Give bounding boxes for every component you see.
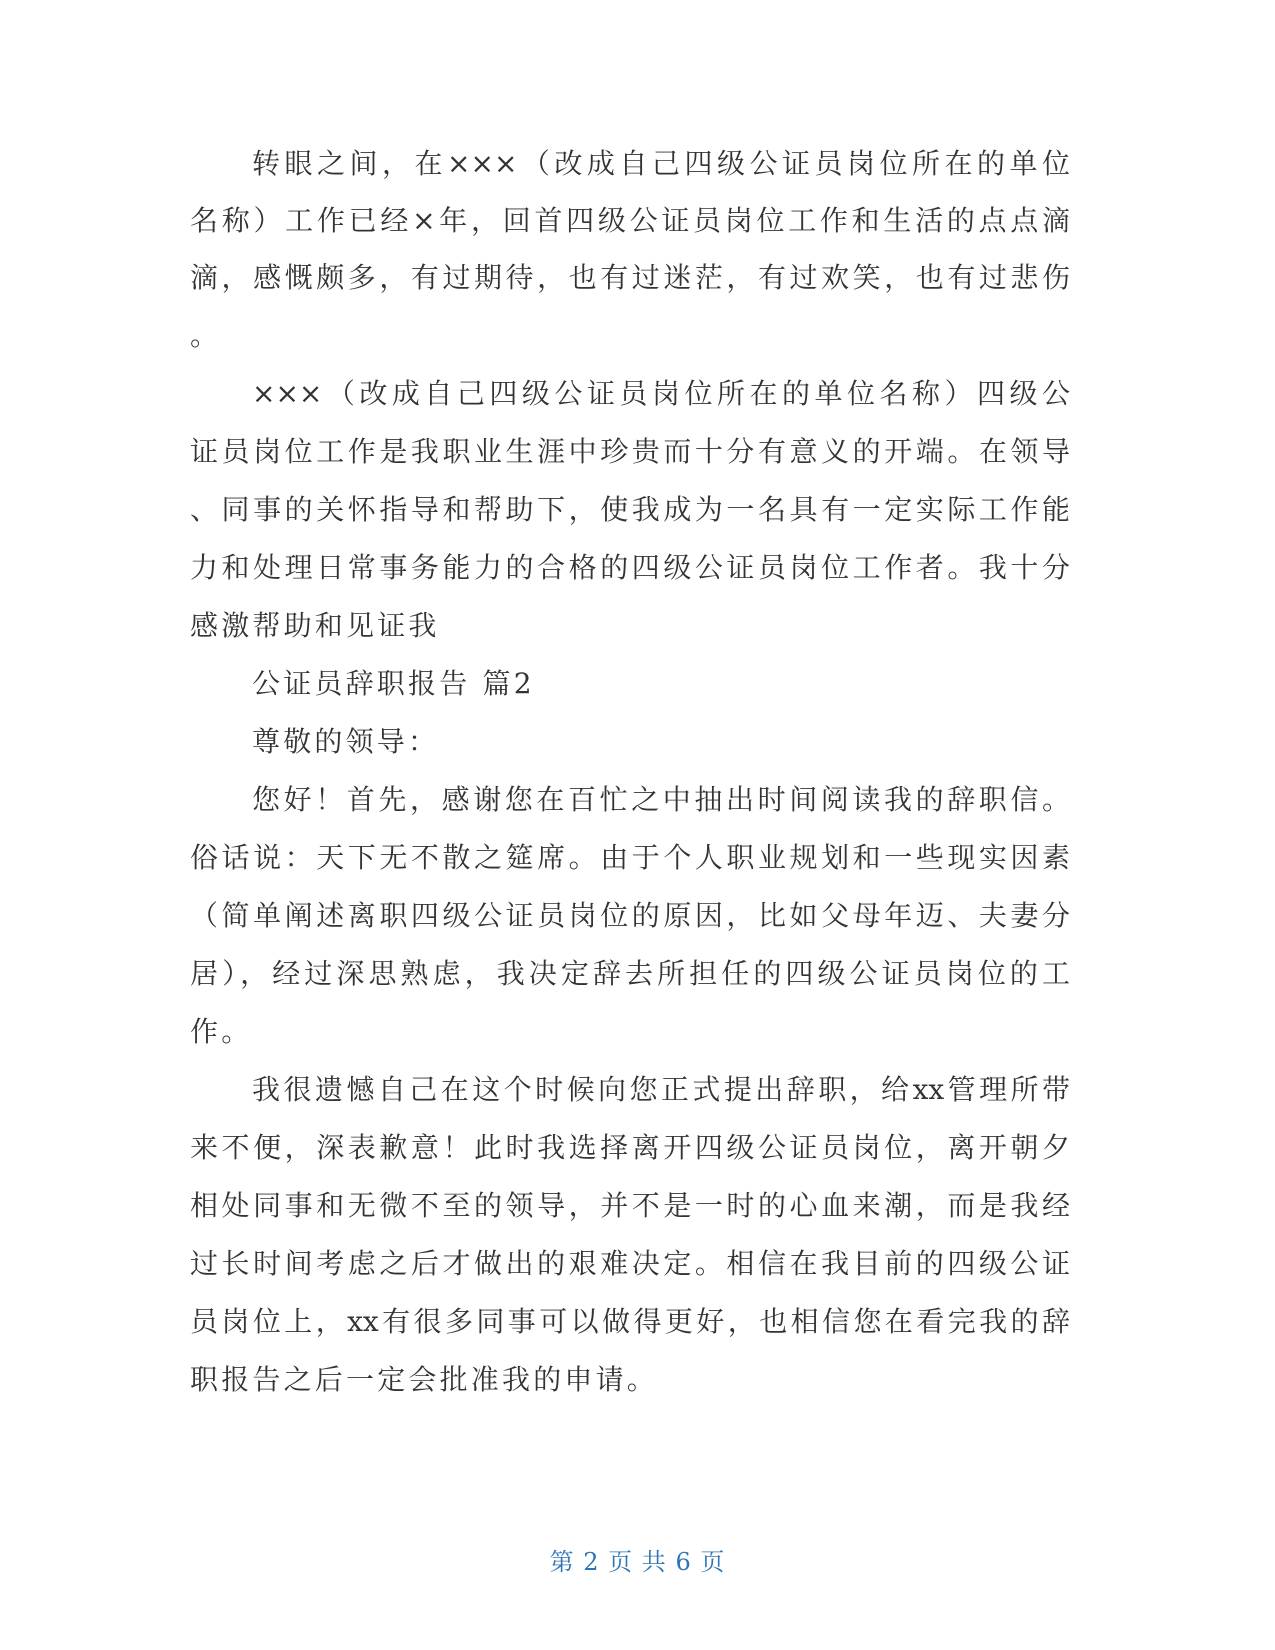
paragraph-line: 力和处理日常事务能力的合格的四级公证员岗位工作者。我十分 (190, 551, 1070, 584)
paragraph-line: 相处同事和无微不至的领导，并不是一时的心血来潮，而是我经 (190, 1189, 1070, 1222)
paragraph-line: ×××（改成自己四级公证员岗位所在的单位名称）四级公 (252, 377, 1070, 410)
paragraph-line: 转眼之间，在×××（改成自己四级公证员岗位所在的单位 (252, 147, 1070, 180)
page-number: 第 2 页 共 6 页 (549, 1548, 726, 1576)
salutation: 尊敬的领导： (252, 725, 440, 758)
paragraph-line: 滴，感慨颇多，有过期待，也有过迷茫，有过欢笑，也有过悲伤 (190, 261, 1070, 294)
paragraph-line: 居），经过深思熟虑，我决定辞去所担任的四级公证员岗位的工 (190, 957, 1070, 990)
paragraph-line: 。 (190, 319, 222, 352)
paragraph-line: 感激帮助和见证我 (190, 609, 440, 642)
paragraph-line: 过长时间考虑之后才做出的艰难决定。相信在我目前的四级公证 (190, 1247, 1070, 1280)
paragraph-line: 证员岗位工作是我职业生涯中珍贵而十分有意义的开端。在领导 (190, 435, 1070, 468)
paragraph-line: 员岗位上，xx有很多同事可以做得更好，也相信您在看完我的辞 (190, 1305, 1070, 1338)
paragraph-line: 我很遗憾自己在这个时候向您正式提出辞职，给xx管理所带 (252, 1073, 1070, 1106)
section-title: 公证员辞职报告 篇2 (252, 667, 535, 700)
paragraph-line: 作。 (190, 1015, 253, 1048)
paragraph-line: 您好！首先，感谢您在百忙之中抽出时间阅读我的辞职信。 (252, 783, 1070, 816)
paragraph-line: 俗话说：天下无不散之筵席。由于个人职业规划和一些现实因素 (190, 841, 1070, 874)
paragraph-line: （简单阐述离职四级公证员岗位的原因，比如父母年迈、夫妻分 (190, 899, 1070, 932)
paragraph-line: 来不便，深表歉意！此时我选择离开四级公证员岗位，离开朝夕 (190, 1131, 1070, 1164)
paragraph-line: 名称）工作已经×年，回首四级公证员岗位工作和生活的点点滴 (190, 204, 1070, 237)
paragraph-line: 、同事的关怀指导和帮助下，使我成为一名具有一定实际工作能 (190, 493, 1070, 526)
paragraph-line: 职报告之后一定会批准我的申请。 (190, 1363, 659, 1396)
